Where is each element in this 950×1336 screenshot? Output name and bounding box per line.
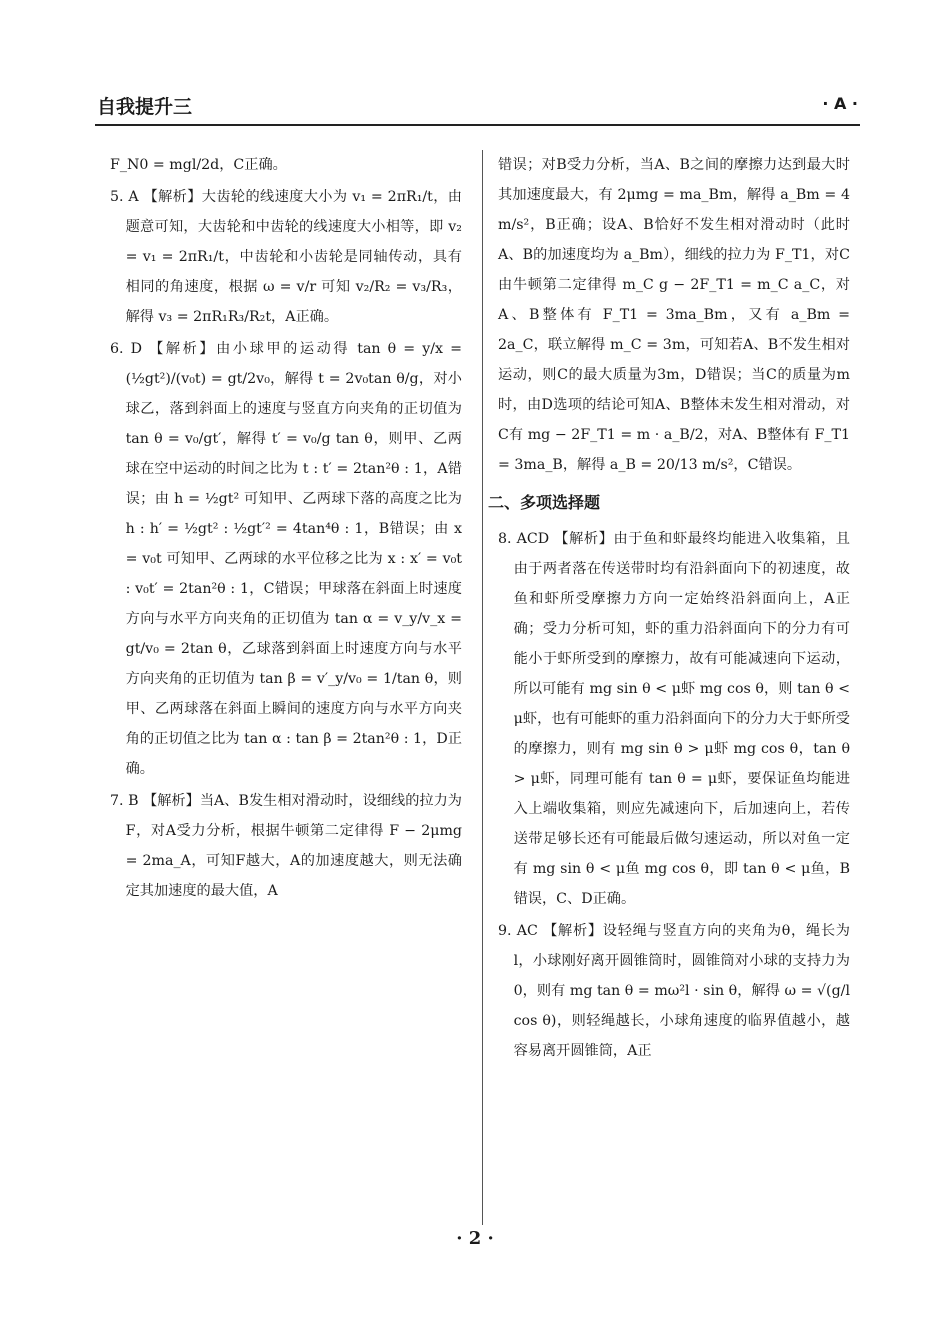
answer-9: 9. AC 【解析】设轻绳与竖直方向的夹角为θ，绳长为l，小球刚好离开圆锥筒时，圆锥筒对小球的支持力为0，则有 mg tan θ = mω²l · sin θ，解得 ω = √(g/l cos θ)，则轻绳越长，小球角速度的临界值越小，越容易离开圆锥筒，A正: [498, 923, 850, 1059]
answer-8: 8. ACD 【解析】由于鱼和虾最终均能进入收集箱，且由于两者落在传送带时均有沿斜面向下的初速度，故鱼和虾所受摩擦力方向一定始终沿斜面向上，A正确；受力分析可知，虾的重力沿斜面向下的分力有可能小于虾所受到的摩擦力，故有可能减速向下运动，所以可能有 mg sin θ < μ虾 mg cos θ，则 tan θ < μ虾，也有可能虾的重力沿斜面向下的分力大于虾所受的摩擦力，则有 mg sin θ > μ虾 mg cos θ，tan θ > μ虾，同理可能有 tan θ = μ虾，要保证鱼均能进入上端收集箱，则应先减速向下，后加速向上，若传送带足够长还有可能最后做匀速运动，所以对鱼一定有 mg sin θ < μ鱼 mg cos θ，即 tan θ < μ鱼，B错误，C、D正确。: [498, 531, 850, 907]
answer-continued: F_N0 = mgl/2d，C正确。: [110, 157, 287, 173]
answer-7-continued: 错误；对B受力分析，当A、B之间的摩擦力达到最大时其加速度最大，有 2μmg = ma_Bm，解得 a_Bm = 4 m/s²，B正确；设A、B恰好不发生相对滑动时（此时A、B的加速度均为 a_Bm），细线的拉力为 F_T1，对C由牛顿第二定律得 m_C g − 2F_T1 = m_C a_C，对A、B整体有 F_T1 = 3ma_Bm，又有 a_Bm = 2a_C，联立解得 m_C = 3m，可知若A、B不发生相对运动，则C的最大质量为3m，D错误；当C的质量为m时，由D选项的结论可知A、B整体未发生相对滑动，对C有 mg − 2F_T1 = m · a_B/2，对A、B整体有 F_T1 = 3ma_B，解得 a_B = 20/13 m/s²，C错误。: [498, 157, 850, 473]
answer-6: 6. D 【解析】由小球甲的运动得 tan θ = y/x = (½gt²)/(v₀t) = gt/2v₀，解得 t = 2v₀tan θ/g，对小球乙，落到斜面上的速度与竖直方向夹角的正切值为 tan θ = v₀/gt′，解得 t′ = v₀/g tan θ，则甲、乙两球在空中运动的时间之比为 t : t′ = 2tan²θ : 1，A错误；由 h = ½gt² 可知甲、乙两球下落的高度之比为 h : h′ = ½gt² : ½gt′² = 4tan⁴θ : 1，B错误；由 x = v₀t 可知甲、乙两球的水平位移之比为 x : x′ = v₀t : v₀t′ = 2tan²θ : 1，C错误；甲球落在斜面上时速度方向与水平方向夹角的正切值为 tan α = v_y/v_x = gt/v₀ = 2tan θ，乙球落到斜面上时速度方向与水平方向夹角的正切值为 tan β = v′_y/v₀ = 1/tan θ，则甲、乙两球落在斜面上瞬间的速度方向与水平方向夹角的正切值之比为 tan α : tan β = 2tan²θ : 1，D正确。: [110, 341, 462, 777]
page-number: · 2 ·: [456, 1228, 494, 1249]
left-column: [110, 150, 462, 908]
page-header: [95, 88, 860, 126]
column-divider: [482, 150, 483, 1225]
answer-5: 5. A 【解析】大齿轮的线速度大小为 v₁ = 2πR₁/t，由题意可知，大齿轮和中齿轮的线速度大小相等，即 v₂ = v₁ = 2πR₁/t，中齿轮和小齿轮是同轴传动，具有相同的角速度，根据 ω = v/r 可知 v₂/R₂ = v₃/R₃，解得 v₃ = 2πR₁R₃/R₂t，A正确。: [110, 189, 462, 325]
header-title: 自我提升三: [97, 96, 193, 118]
header-mark: · A ·: [822, 94, 858, 113]
right-column: [488, 150, 850, 1068]
answer-7: 7. B 【解析】当A、B发生相对滑动时，设细线的拉力为F，对A受力分析，根据牛顿第二定律得 F − 2μmg = 2ma_A，可知F越大，A的加速度越大，则无法确定其加速度的最大值，A: [110, 793, 462, 899]
section-heading: 二、多项选择题: [488, 493, 601, 512]
